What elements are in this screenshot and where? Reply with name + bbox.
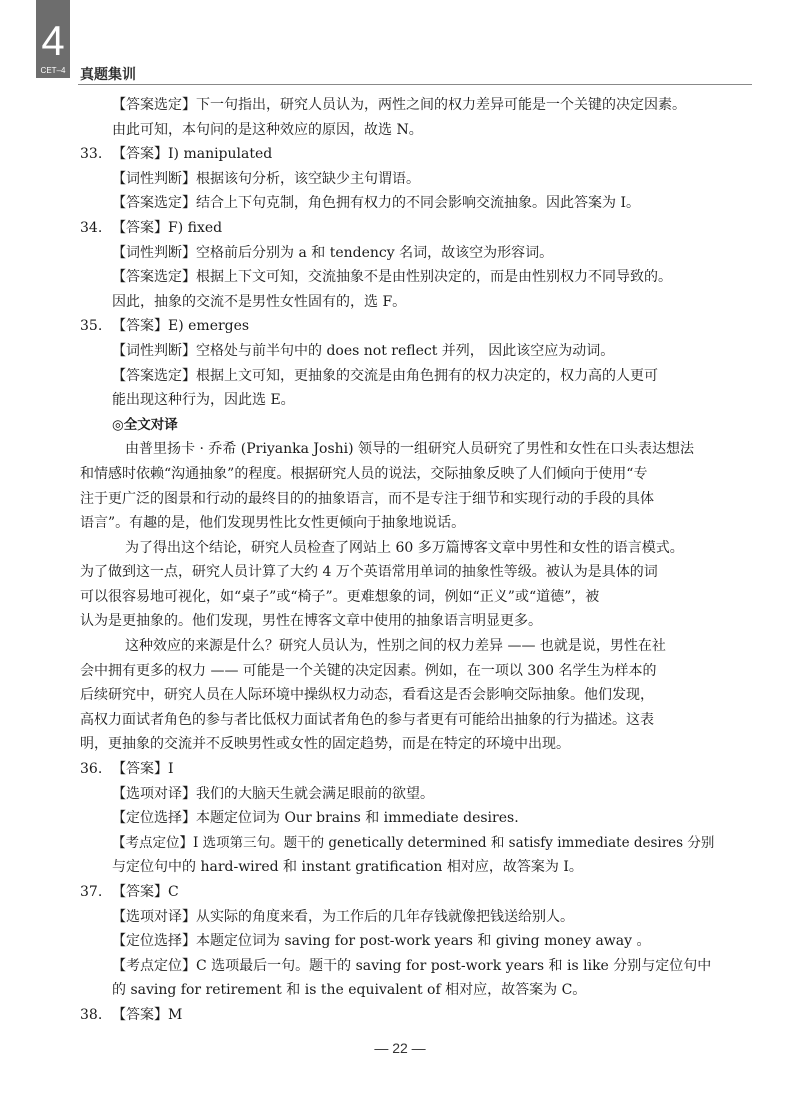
translation-heading: ◎全文对译 [112,416,178,433]
question-number: 33. [80,146,103,163]
paragraph-line: 语言”。有趣的是，他们发现男性比女性更倾向于抽象地说话。 [80,515,466,532]
exam-series-label: CET–4 [40,66,66,75]
text-line: 【考点定位】I 选项第三句。题干的 genetically determined 和 satisfy immediate desires 分别 [112,834,715,851]
question-number: 34. [80,219,103,236]
paragraph-line: 后续研究中，研究人员在人际环境中操纵权力动态，看看这是否会影响交际抽象。他们发现， [80,687,654,704]
paragraph-line: 由普里扬卡 · 乔希 (Priyanka Joshi) 领导的一组研究人员研究了男性和女性在口头表达想法 [125,441,695,458]
text-line: 因此，抽象的交流不是男性女性固有的，选 F。 [112,293,407,310]
question-item [80,142,725,167]
page-content [80,93,725,1028]
text-line: 能出现这种行为，因此选 E。 [112,392,295,409]
text-line: 【选项对译】从实际的角度来看，为工作后的几年存钱就像把钱送给别人。 [112,908,574,925]
question-item [80,1003,725,1028]
text-line: 【词性判断】空格前后分别为 a 和 tendency 名词，故该空为形容词。 [112,244,554,261]
answer-line: 【答案】M [112,1006,183,1023]
paragraph-line: 高权力面试者角色的参与者比低权力面试者角色的参与者更有可能给出抽象的行为描述。这表 [80,711,654,728]
answer-line: 【答案】I) manipulated [112,146,273,163]
answer-line: 【答案】C [112,884,179,900]
paragraph-line: 可以很容易地可视化，如“桌子”或“椅子”。更难想象的词，例如“正义”或“道德”，被 [80,588,600,605]
header-divider [78,84,752,85]
text-line: 【定位选择】本题定位词为 Our brains 和 immediate desires. [112,810,519,827]
chapter-tab [36,0,70,78]
text-line: 【答案选定】根据上文可知，更抽象的交流是由角色拥有的权力决定的，权力高的人更可 [112,367,658,384]
answer-line: 【答案】I [112,761,174,778]
paragraph-line: 为了得出这个结论，研究人员检查了网站上 60 多万篇博客文章中男性和女性的语言模式。 [125,539,684,556]
question-item [80,880,725,905]
text-line: 【答案选定】结合上下句克制，角色拥有权力的不同会影响交流抽象。因此答案为 I。 [112,195,640,212]
paragraph-line: 注于更广泛的图景和行动的最终目的的抽象语言，而不是专注于细节和实现行动的手段的具体 [80,490,654,507]
question-item [80,757,725,782]
text-line: 【词性判断】空格处与前半句中的 does not reflect 并列， 因此该空应为动词。 [112,342,615,359]
text-line: 与定位句中的 hard-wired 和 instant gratification 相对应，故答案为 I。 [112,859,583,876]
question-item [80,216,725,241]
question-item [80,314,725,339]
question-number: 38. [80,1006,103,1023]
paragraph-line: 和情感时依赖“沟通抽象”的程度。根据研究人员的说法，交际抽象反映了人们倾向于使用“专 [80,465,648,482]
question-number: 37. [80,884,103,900]
paragraph-line: 明，更抽象的交流并不反映男性或女性的固定趋势，而是在特定的环境中出现。 [80,736,570,753]
text-line: 【答案选定】下一句指出，研究人员认为，两性之间的权力差异可能是一个关键的决定因素。 [112,97,686,113]
page-number: — 22 — [374,1040,426,1056]
text-line: 由此可知，本句问的是这种效应的原因，故选 N。 [112,121,423,138]
question-number: 36. [80,761,103,778]
paragraph-line: 这种效应的来源是什么？研究人员认为，性别之间的权力差异 —— 也就是说，男性在社 [125,638,666,655]
answer-line: 【答案】E) emerges [112,318,250,335]
text-line: 【选项对译】我们的大脑天生就会满足眼前的欲望。 [112,785,434,802]
paragraph-line: 会中拥有更多的权力 —— 可能是一个关键的决定因素。例如，在一项以 300 名学生为样本的 [80,662,657,679]
section-title: 真题集训 [80,67,136,83]
text-line: 【词性判断】根据该句分析，该空缺少主句谓语。 [112,170,420,187]
text-line: 的 saving for retirement 和 is the equivalent of 相对应，故答案为 C。 [112,982,587,999]
paragraph-line: 为了做到这一点，研究人员计算了大约 4 万个英语常用单词的抽象性等级。被认为是具体的词 [80,564,658,581]
text-line: 【答案选定】根据上下文可知，交流抽象不是由性别决定的，而是由性别权力不同导致的。 [112,269,672,286]
paragraph-line: 认为是更抽象的。他们发现，男性在博客文章中使用的抽象语言明显更多。 [80,613,542,630]
text-line: 【考点定位】C 选项最后一句。题干的 saving for post-work years 和 is like 分别与定位句中 [112,957,712,974]
answer-line: 【答案】F) fixed [112,219,223,236]
question-number: 35. [80,318,103,335]
chapter-number: 4 [41,17,65,64]
text-line: 【定位选择】本题定位词为 saving for post-work years 和 giving money away 。 [112,933,651,950]
